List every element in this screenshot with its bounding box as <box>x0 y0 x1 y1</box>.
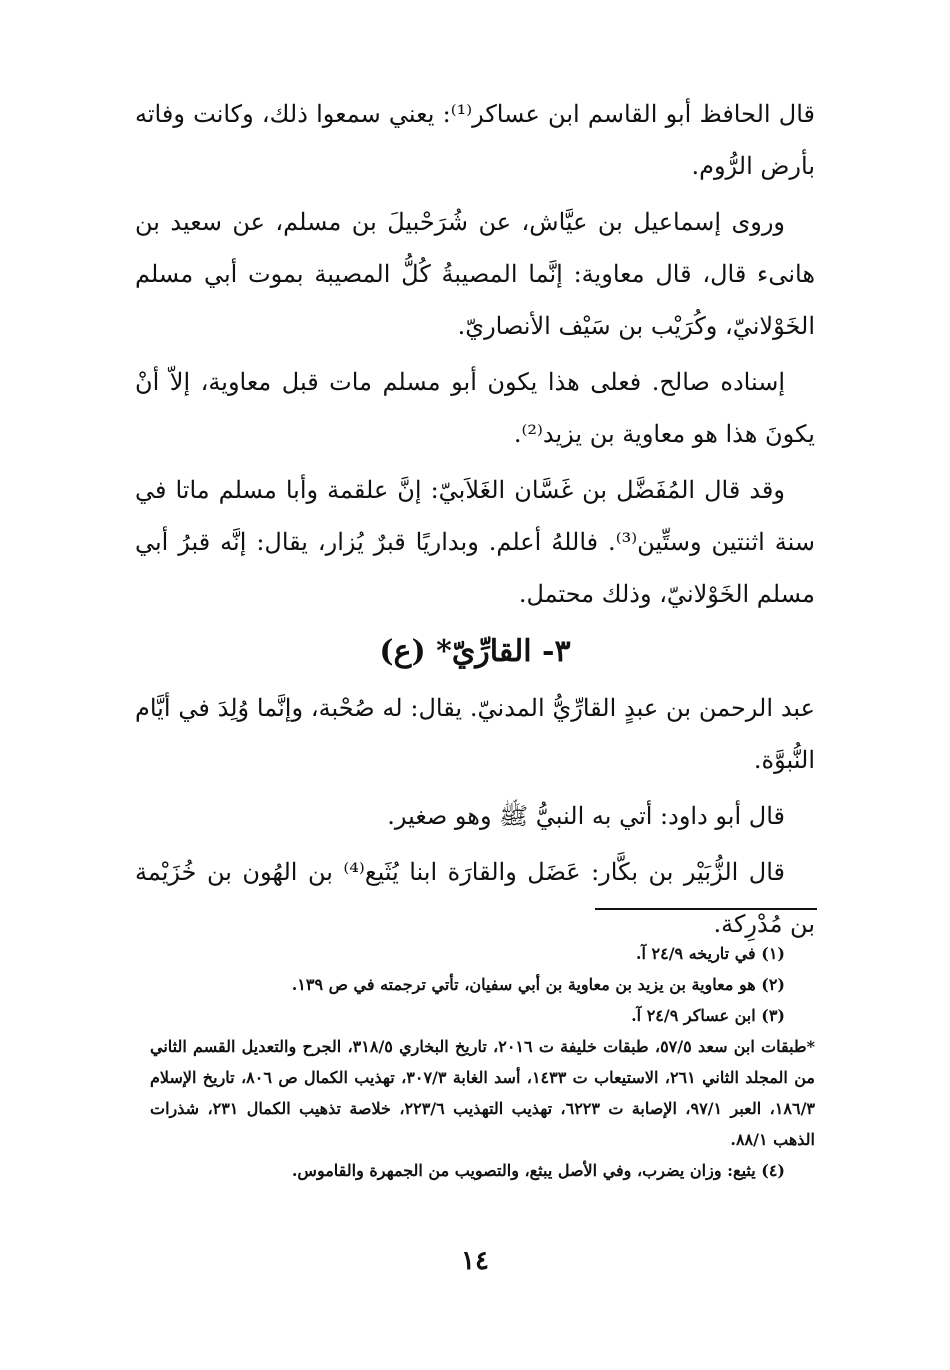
section-heading: ٣- القارِّيّ* (ع) <box>379 634 571 669</box>
bibliography-note: *طبقات ابن سعد ٥٧/٥، طبقات خليفة ت ٢٠١٦، تاريخ البخاري ٣١٨/٥، الجرح والتعديل القسم الثاني من المجلد الثاني ٢٦١، الاستيعاب ت ١٤٣٣، أسد الغابة ٣٠٧/٣، تهذيب الكمال ص ٨٠٦، تاريخ الإسلام ١٨٦/٣، العبر ٩٧/١، الإصابة ت ٦٢٢٣، تهذيب التهذيب ٢٢٣/٦، خلاصة تذهيب الكمال ٢٣١، شذرات الذهب ٨٨/١. <box>150 1037 815 1149</box>
paragraph: قال الحافظ أبو القاسم ابن عساكر⁽¹⁾: يعني سمعوا ذلك، وكانت وفاته بأرض الرُّوم. <box>135 100 815 180</box>
main-text <box>135 88 815 954</box>
footnote: (٢) هو معاوية بن يزيد بن معاوية بن أبي سفيان، تأتي ترجمته في ص ١٣٩. <box>291 975 785 994</box>
footnote: (٣) ابن عساكر ٢٤/٩ آ. <box>631 1006 785 1025</box>
footnote-divider <box>595 908 817 910</box>
body-text <box>135 88 815 620</box>
paragraph: قال الزُّبَيْر بن بكَّار: عَضَل والقارَة ابنا يُثَيع⁽⁴⁾ بن الهُون بن خُزَيْمة بن مُدْرِكة. <box>135 858 815 938</box>
footnotes <box>150 938 815 1186</box>
paragraph: قال أبو داود: أتي به النبيُّ ﷺ وهو صغير. <box>387 802 785 830</box>
paragraph: عبد الرحمن بن عبدٍ القارِّيُّ المدنيّ. يقال: له صُحْبة، وإنَّما وُلِدَ في أيَّام النُّبوَّة. <box>135 694 815 774</box>
footnote: (٤) يثيع: وزان يضرب، وفي الأصل يبثع، والتصويب من الجمهرة والقاموس. <box>291 1161 785 1180</box>
footnote: (١) في تاريخه ٢٤/٩ آ. <box>635 944 785 963</box>
paragraph: وقد قال المُفَضَّل بن غَسَّان الغَلاَبيّ: إنَّ علقمة وأبا مسلم ماتا في سنة اثنتين وستِّين⁽³⁾. فاللهُ أعلم. وبداريًا قبرٌ يُزار، يقال: إنَّه قبرُ أبي مسلم الخَوْلانيّ، وذلك محتمل. <box>135 476 816 608</box>
paragraph: إسناده صالح. فعلى هذا يكون أبو مسلم مات قبل معاوية، إلاّ أنْ يكونَ هذا هو معاوية بن يزيد⁽²⁾. <box>135 368 815 448</box>
paragraph: وروى إسماعيل بن عيَّاش، عن شُرَحْبيلَ بن مسلم، عن سعيد بن هانىء قال، قال معاوية: إنَّما المصيبةُ كُلُّ المصيبة بموت أبي مسلم الخَوْلانيّ، وكُرَيْب بن سَيْف الأنصاريّ. <box>135 208 815 340</box>
page-number: ١٤ <box>461 1246 489 1276</box>
